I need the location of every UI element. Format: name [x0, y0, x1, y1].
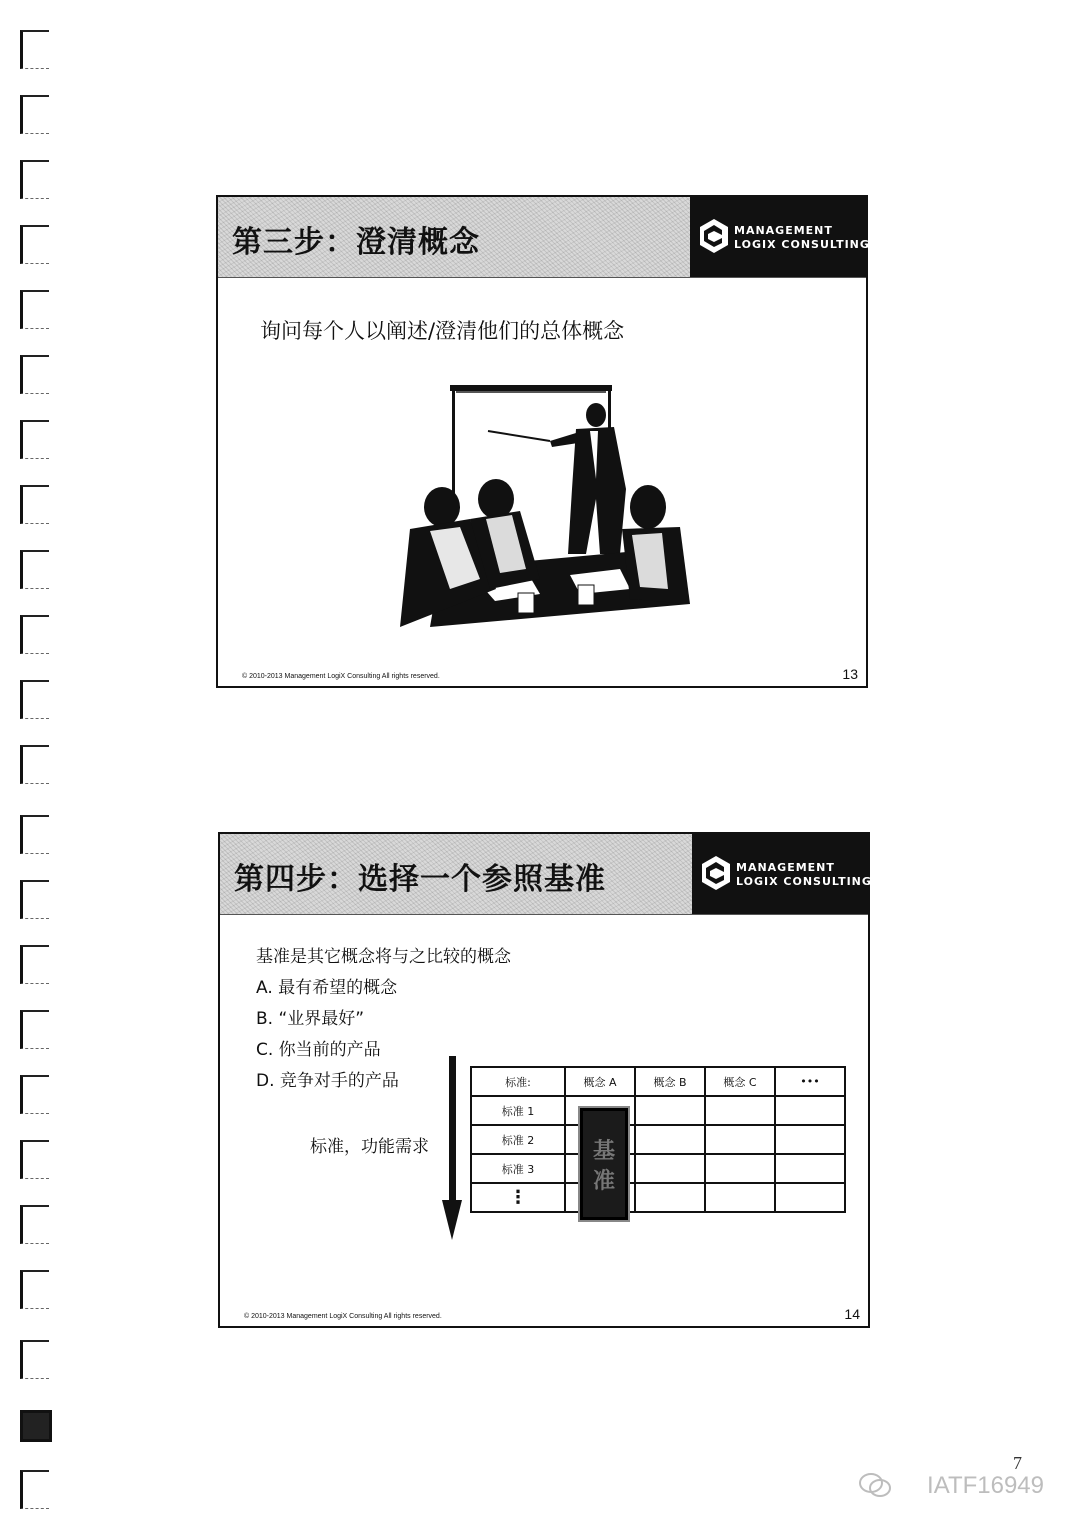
criterion-cell: 标准 3: [471, 1154, 565, 1183]
table-cell: [705, 1183, 775, 1212]
down-arrow-head: [442, 1200, 462, 1240]
slide-13: [216, 195, 868, 688]
slide-number: 14: [844, 1306, 860, 1322]
table-header-cell: 概念 B: [635, 1067, 705, 1096]
concept-matrix: [470, 1066, 846, 1213]
meeting-presentation-illustration: [400, 379, 690, 627]
logix-logo-icon: [700, 854, 732, 892]
table-header-cell: 标准:: [471, 1067, 565, 1096]
table-header-cell: 概念 A: [565, 1067, 635, 1096]
table-cell: [775, 1096, 845, 1125]
slide-14: [218, 832, 870, 1328]
table-cell: [775, 1125, 845, 1154]
slide-footer: © 2010-2013 Management LogiX Consulting All rights reserved.: [244, 1313, 442, 1320]
criterion-cell: 标准 1: [471, 1096, 565, 1125]
table-cell: [775, 1183, 845, 1212]
baseline-char-1: 基: [592, 1138, 615, 1164]
table-cell: [705, 1154, 775, 1183]
watermark-text: IATF16949: [927, 1472, 1044, 1499]
option-a: A. 最有希望的概念: [256, 978, 398, 998]
option-d: D. 竞争对手的产品: [256, 1071, 399, 1091]
intro-text: 基准是其它概念将与之比较的概念: [256, 947, 511, 967]
company-logo: [692, 834, 872, 914]
table-cell: [775, 1154, 845, 1183]
option-b: B. “业界最好”: [256, 1009, 365, 1029]
logo-line-2: LOGIX CONSULTING: [736, 875, 872, 888]
table-cell: [635, 1125, 705, 1154]
binder-holes: [14, 20, 54, 1520]
down-arrow: [449, 1056, 456, 1204]
wechat-icon: [858, 1472, 892, 1498]
logix-logo-icon: [698, 217, 730, 255]
table-cell: [635, 1154, 705, 1183]
table-row: [471, 1183, 845, 1212]
logo-line-1: MANAGEMENT: [736, 861, 835, 874]
slide-title: 第三步：澄清概念: [232, 225, 480, 260]
criterion-cell: 标准 2: [471, 1125, 565, 1154]
baseline-char-2: 准: [592, 1168, 615, 1194]
table-row: [471, 1096, 845, 1125]
table-cell: [705, 1125, 775, 1154]
table-cell: [705, 1096, 775, 1125]
table-header-cell: •••: [775, 1067, 845, 1096]
slide-header: [220, 834, 872, 915]
option-c: C. 你当前的产品: [256, 1040, 381, 1060]
table-cell: [635, 1183, 705, 1212]
table-header-cell: 概念 C: [705, 1067, 775, 1096]
slide-footer: © 2010-2013 Management LogiX Consulting All rights reserved.: [242, 673, 440, 680]
sheet-page-number: 7: [1013, 1453, 1022, 1473]
slide-body-text: 询问每个人以阐述/澄清他们的总体概念: [260, 319, 625, 343]
table-header-row: [471, 1067, 845, 1096]
table-cell: [635, 1096, 705, 1125]
logo-line-1: MANAGEMENT: [734, 224, 833, 237]
slide-title: 第四步：选择一个参照基准: [234, 862, 606, 897]
slide-number: 13: [842, 666, 858, 682]
table-row: [471, 1154, 845, 1183]
slide-header: [218, 197, 870, 278]
table-row: [471, 1125, 845, 1154]
company-logo: [690, 197, 870, 277]
criteria-label: 标准，功能需求: [310, 1137, 429, 1157]
baseline-marker: [578, 1106, 630, 1222]
logo-line-2: LOGIX CONSULTING: [734, 238, 870, 251]
criterion-cell: ⋮: [471, 1183, 565, 1212]
